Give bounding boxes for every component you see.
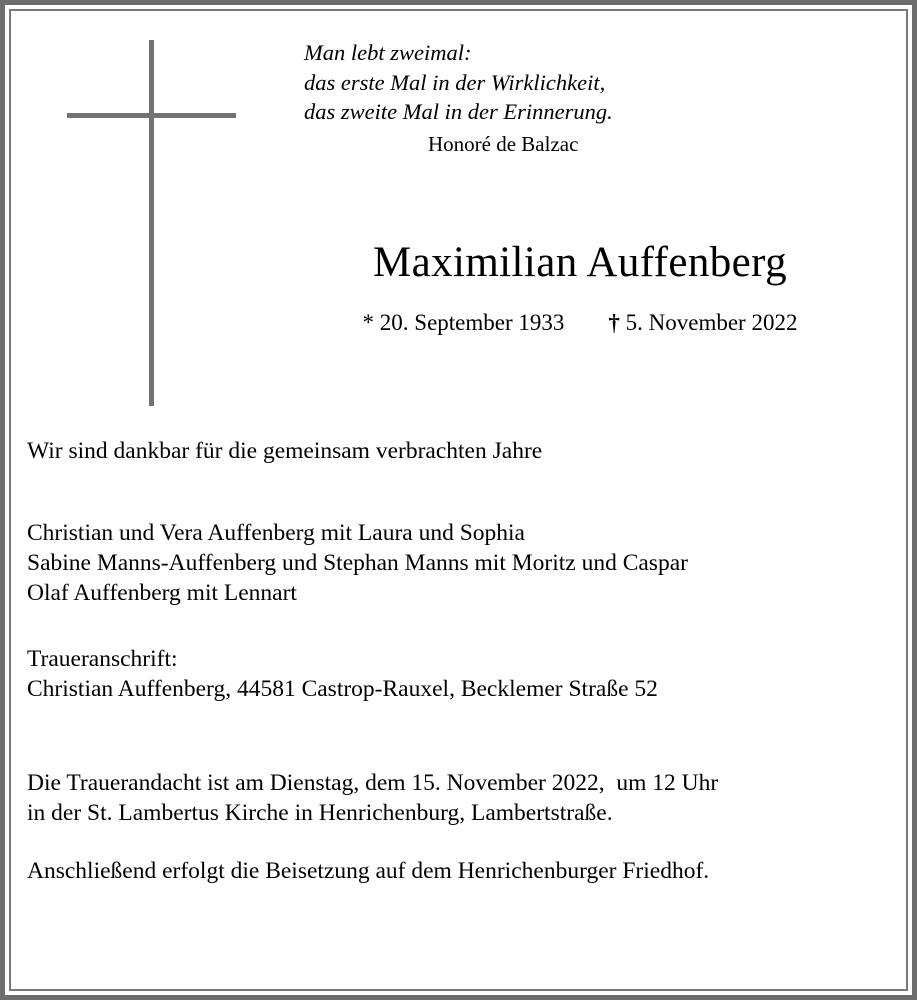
service-line-2: in der St. Lambertus Kirche in Henrichenburg, Lambertstraße. (27, 800, 613, 826)
survivor-line-1: Christian und Vera Auffenberg mit Laura und Sophia (27, 520, 525, 546)
memorial-quote (280, 38, 880, 127)
survivor-line-2: Sabine Manns-Auffenberg und Stephan Manns mit Moritz und Caspar (27, 550, 688, 576)
spacer-after-thanks (27, 466, 892, 518)
service-details (27, 768, 892, 828)
deceased-name: Maximilian Auffenberg (372, 239, 788, 286)
header-block (280, 38, 880, 335)
cross-vertical-bar (149, 40, 154, 406)
mourning-address (27, 644, 892, 704)
quote-line-1: Man lebt zweimal: (304, 40, 472, 65)
spacer-after-address (27, 704, 892, 768)
survivor-line-3: Olaf Auffenberg mit Lennart (27, 580, 297, 606)
spacer-after-service (27, 828, 892, 856)
burial-text: Anschließend erfolgt die Beisetzung auf dem Henrichenburger Friedhof. (27, 858, 710, 884)
survivors-list (27, 518, 892, 608)
thanks-text: Wir sind dankbar für die gemeinsam verbrachten Jahre (27, 438, 543, 464)
quote-attribution: Honoré de Balzac (428, 131, 579, 156)
death-date: 5. November 2022 (625, 310, 798, 335)
address-value: Christian Auffenberg, 44581 Castrop-Rauxel, Becklemer Straße 52 (27, 676, 658, 702)
latin-cross-icon (0, 0, 300, 430)
service-line-1: Die Trauerandacht ist am Dienstag, dem 15. November 2022, um 12 Uhr (27, 770, 719, 796)
address-label: Traueranschrift: (27, 646, 178, 672)
quote-line-3: das zweite Mal in der Erinnerung. (304, 99, 613, 124)
dagger-icon: † (608, 310, 620, 335)
birth-date: * 20. September 1933 (362, 310, 565, 335)
cross-horizontal-bar (67, 113, 236, 118)
life-dates (280, 308, 880, 338)
quote-line-2: das erste Mal in der Wirklichkeit, (304, 69, 606, 95)
spacer-after-survivors (27, 608, 892, 644)
body-block (27, 436, 892, 886)
